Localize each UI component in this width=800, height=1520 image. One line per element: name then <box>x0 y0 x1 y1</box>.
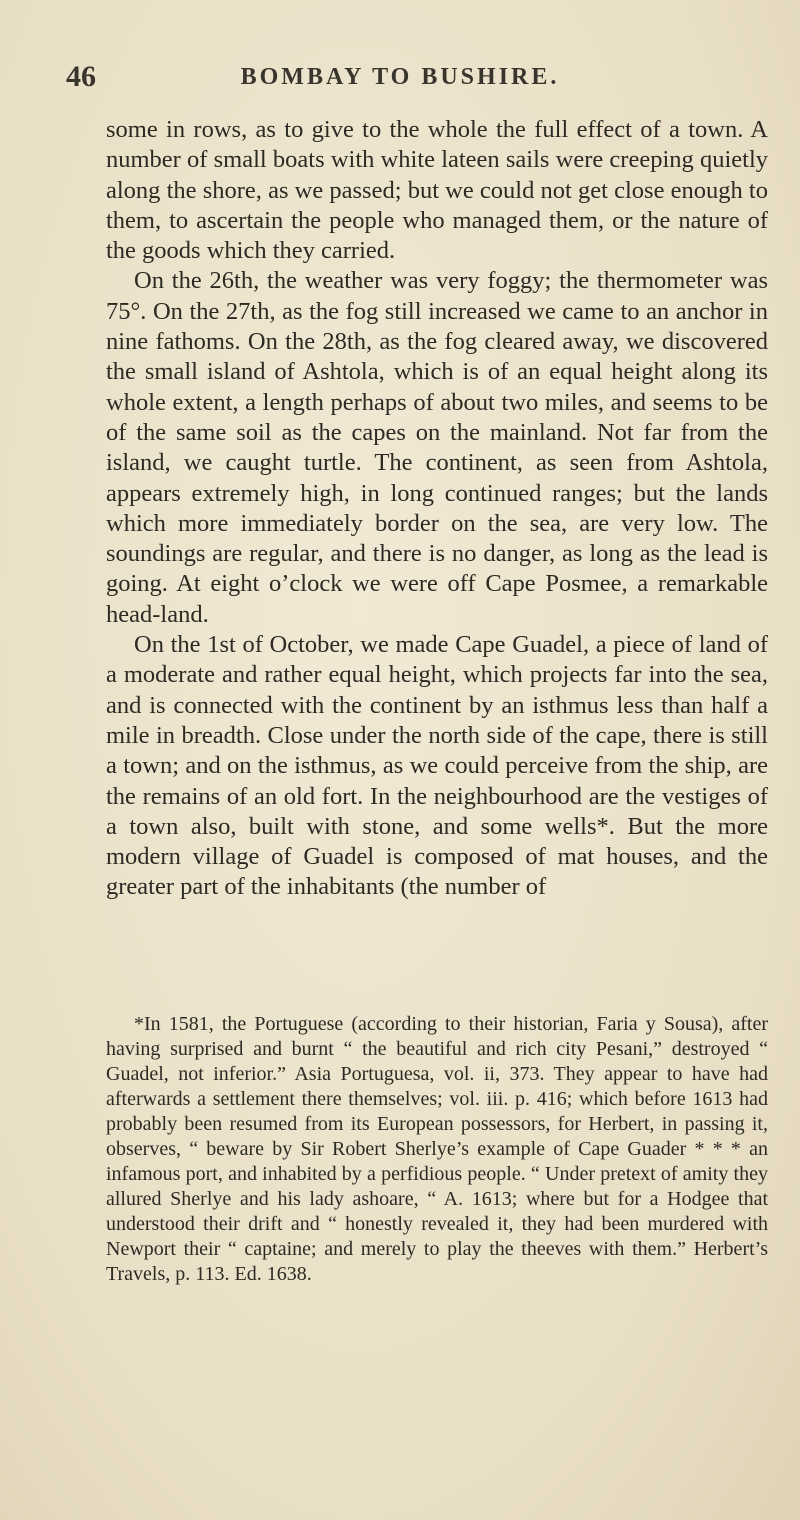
body-text <box>106 115 768 903</box>
running-title: BOMBAY TO BUSHIRE. <box>240 64 560 90</box>
paragraph: On the 26th, the weather was very foggy; the thermometer was 75°. On the 27th, as the fog still increased we came to an anchor in nine fathoms. On the 28th, as the fog cleared away, we discovered the small island of Ashtola, which is of an equal height along its whole extent, a length perhaps of about two miles, and seems to be of the same soil as the capes on the mainland. Not far from the island, we caught turtle. The continent, as seen from Ashtola, appears extremely high, in long continued ranges; but the lands which more immediately border on the sea, are very low. The soundings are regular, and there is no danger, as long as the lead is going. At eight o’clock we were off Cape Posmee, a remarkable head-land. <box>106 267 768 628</box>
paragraph: some in rows, as to give to the whole the full effect of a town. A number of small boats with white lateen sails were creeping quietly along the shore, as we passed; but we could not get close enough to them, to ascertain the people who managed them, or the nature of the goods which they carried. <box>106 116 768 265</box>
paragraph: On the 1st of October, we made Cape Guadel, a piece of land of a moderate and rather equal height, which projects far into the sea, and is connected with the continent by an isthmus less than half a mile in breadth. Close under the north side of the cape, there is still a town; and on the isthmus, as we could perceive from the ship, are the remains of an old fort. In the neighbourhood are the vestiges of a town also, built with stone, and some wells*. But the more modern village of Guadel is composed of mat houses, and the greater part of the inhabitants (the number of <box>106 631 768 901</box>
page-number: 46 <box>66 60 96 93</box>
footnote: *In 1581, the Portuguese (according to their historian, Faria y Sousa), after having surprised and burnt “ the beautiful and rich city Pesani,” destroyed “ Guadel, not inferior.” Asia Portuguesa, vol. ii, 373. They appear to have had afterwards a settlement there themselves; vol. iii. p. 416; which before 1613 had probably been resumed from its European possessors, for Herbert, in passing it, observes, “ beware by Sir Robert Sherlye’s example of Cape Guader * * * an infamous port, and inhabited by a perfidious people. “ Under pretext of amity they allured Sherlye and his lady ashoare, “ A. 1613; where but for a Hodgee that understood their drift and “ honestly revealed it, they had been murdered with Newport their “ captaine; and merely to play the theeves with them.” Herbert’s Travels, p. 113. Ed. 1638. <box>106 1013 768 1285</box>
page-header <box>0 60 800 96</box>
